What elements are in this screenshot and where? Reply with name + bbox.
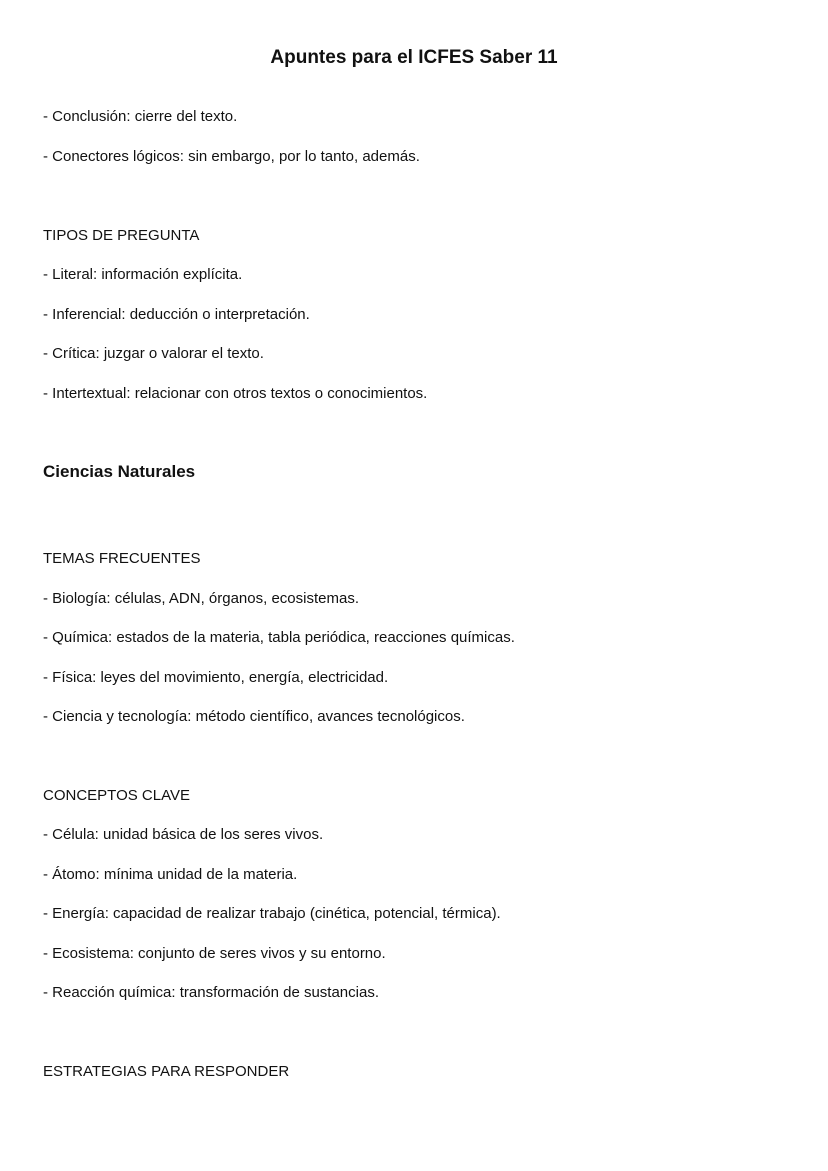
list-item: - Química: estados de la materia, tabla periódica, reacciones químicas. <box>43 629 515 646</box>
list-item: - Inferencial: deducción o interpretación. <box>43 306 310 323</box>
list-item: - Conectores lógicos: sin embargo, por lo tanto, además. <box>43 148 420 165</box>
list-item: - Literal: información explícita. <box>43 266 243 283</box>
section-heading-ciencias-naturales: Ciencias Naturales <box>43 462 196 481</box>
list-item: - Conclusión: cierre del texto. <box>43 108 238 125</box>
list-item: - Biología: células, ADN, órganos, ecosistemas. <box>43 590 359 607</box>
document-title: Apuntes para el ICFES Saber 11 <box>270 47 558 68</box>
list-item: - Ecosistema: conjunto de seres vivos y su entorno. <box>43 945 386 962</box>
subsection-heading-temas-frecuentes: TEMAS FRECUENTES <box>43 550 201 567</box>
subsection-heading-tipos-pregunta: TIPOS DE PREGUNTA <box>43 227 200 244</box>
list-item: - Reacción química: transformación de sustancias. <box>43 984 379 1001</box>
list-item: - Átomo: mínima unidad de la materia. <box>43 866 298 883</box>
list-item: - Física: leyes del movimiento, energía, electricidad. <box>43 669 389 686</box>
subsection-heading-conceptos-clave: CONCEPTOS CLAVE <box>43 787 190 804</box>
list-item: - Energía: capacidad de realizar trabajo (cinética, potencial, térmica). <box>43 905 501 922</box>
list-item: - Intertextual: relacionar con otros textos o conocimientos. <box>43 385 428 402</box>
list-item: - Célula: unidad básica de los seres vivos. <box>43 826 324 843</box>
subsection-heading-estrategias: ESTRATEGIAS PARA RESPONDER <box>43 1063 290 1080</box>
list-item: - Ciencia y tecnología: método científico, avances tecnológicos. <box>43 708 465 725</box>
list-item: - Crítica: juzgar o valorar el texto. <box>43 345 264 362</box>
